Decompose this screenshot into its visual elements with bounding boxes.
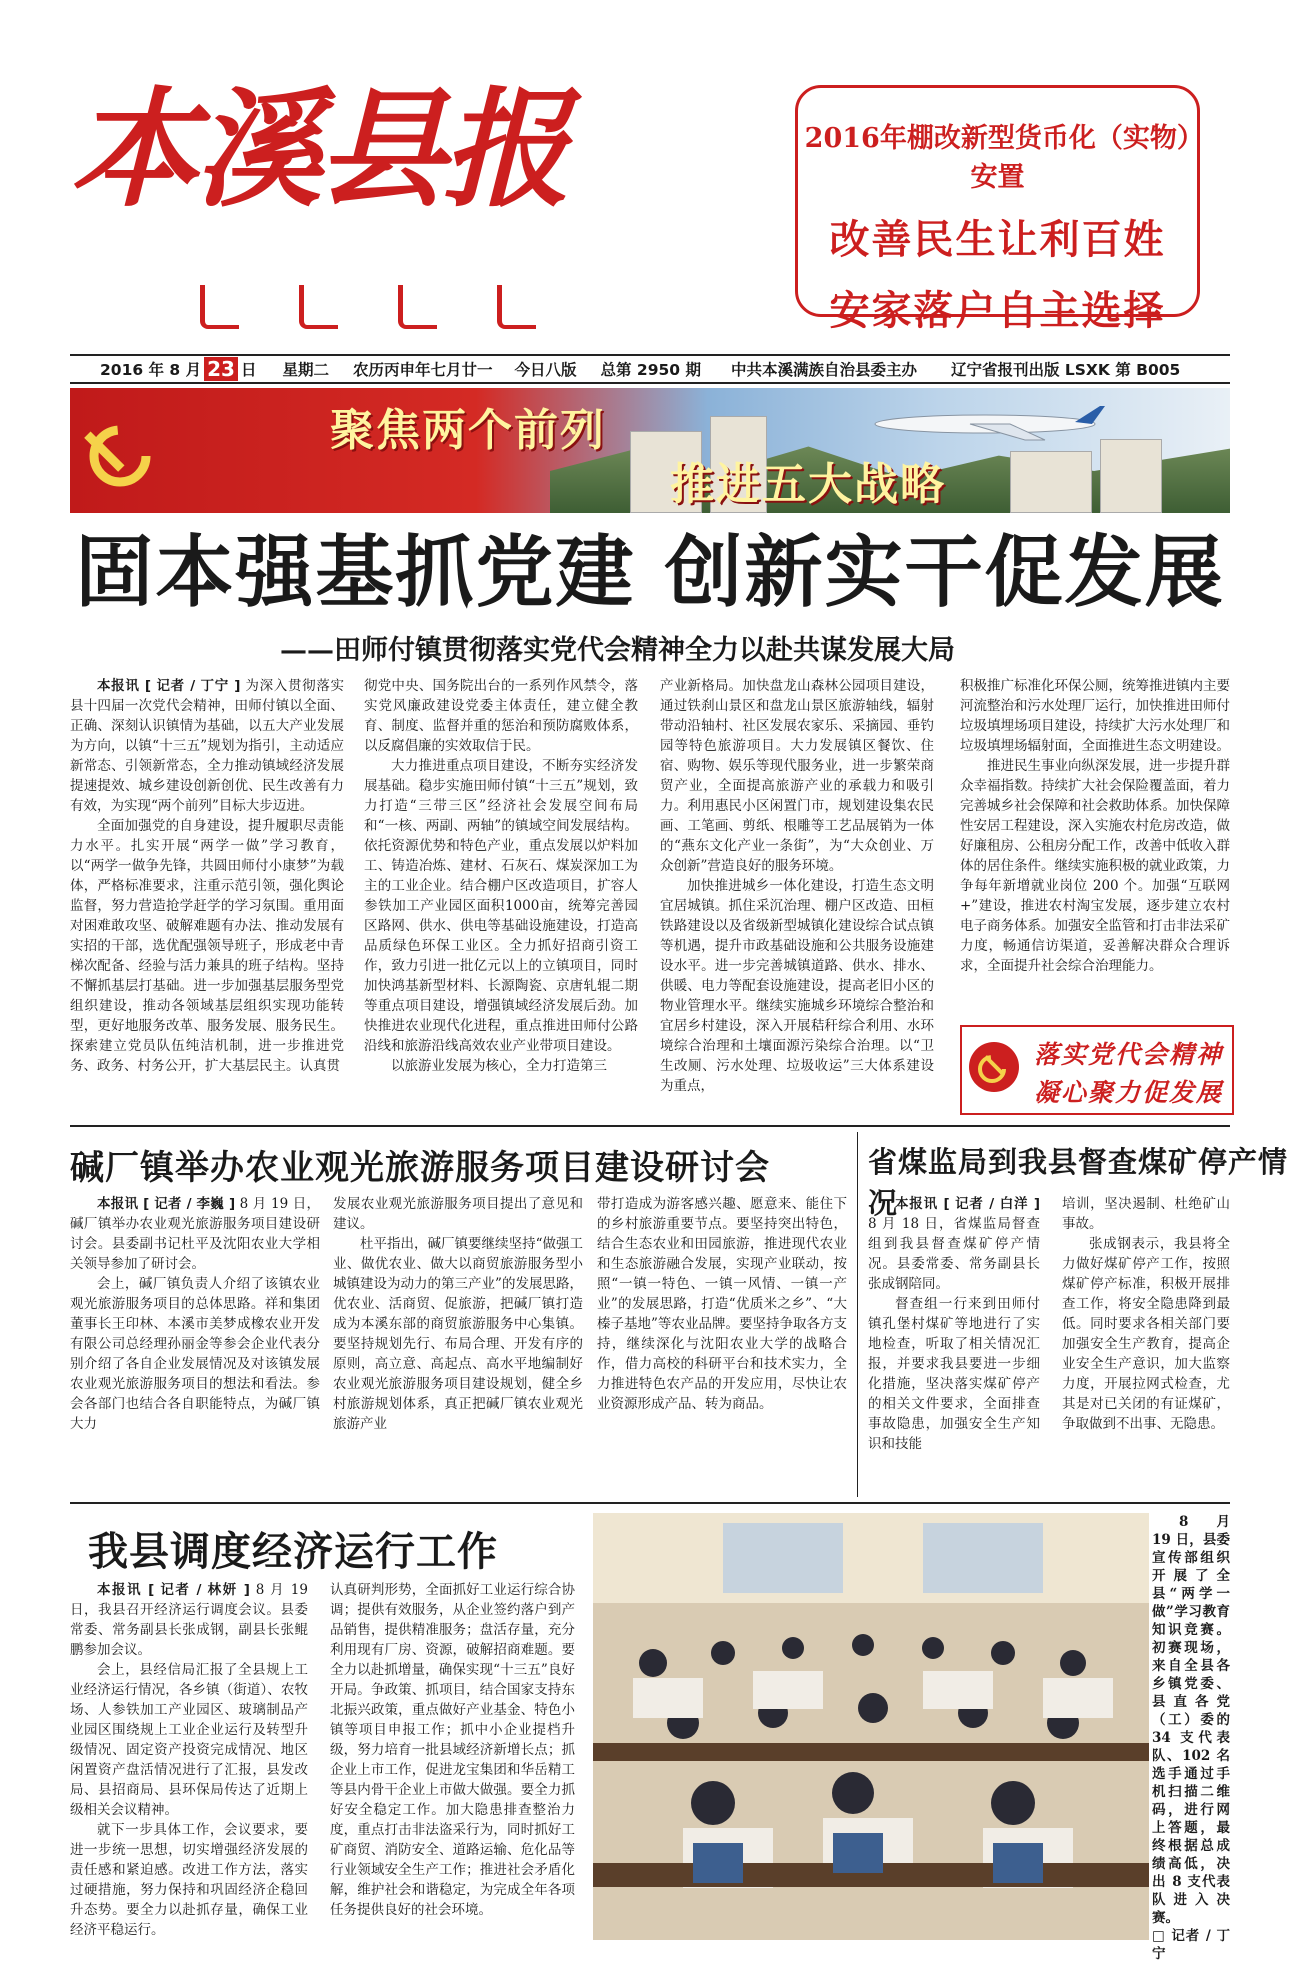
page-count: 今日八版	[514, 361, 577, 379]
mongolian-script-logo	[200, 285, 580, 330]
date-suffix: 日	[240, 361, 257, 379]
section-divider	[70, 1502, 1230, 1504]
story2-headline: 碱厂镇举办农业观光旅游服务项目建设研讨会	[70, 1148, 770, 1188]
date-prefix: 2016 年 8 月	[100, 361, 202, 379]
issue-info-bar	[70, 354, 1230, 384]
banner-line-1: 聚焦两个前列	[330, 405, 606, 456]
banner-line-2: 推进五大战略	[670, 459, 946, 510]
lead-column-2: 彻党中央、国务院出台的一系列作风禁令，落实党风廉政建设党委主体责任，建立健全教育、制度、监督并重的惩治和预防腐败体系，以反腐倡廉的实效取信于民。 大力推进重点项目建设，不断夯实经济发展基础。稳步实施田师付镇“十三五”规划，致力打造“三带三区”经济社会发展空间布局和“一核、两副、两轴”的镇域空间发展结构。依托资源优势和特色产业，重点发展以炉料加工、铸造冶炼、建材、石灰石、煤炭深加工为主的工业企业。结合棚户区改造项目，扩容人参铁加工产业园区面积1000亩，统筹完善园区路网、供水、供电等基础设施建设，打造高品质绿色环保工业区。全力抓好招商引资工作，致力引进一批亿元以上的立镇项目，同时加快鸿基新型材料、长源陶瓷、京唐轧辊二期等重点项目建设，增强镇域经济发展后劲。加快推进农业现代化进程，重点推进田师付公路沿线和旅游沿线高效农业产业带项目建设。 以旅游业发展为核心，全力打造第三	[364, 678, 638, 1074]
hammer-sickle-icon	[70, 388, 200, 513]
column-divider	[857, 1132, 858, 1497]
issue-number: 总第 2950 期	[600, 361, 701, 379]
publisher: 中共本溪满族自治县委主办	[730, 361, 917, 379]
theme-banner	[70, 388, 1230, 513]
photo-caption	[1152, 1513, 1230, 1963]
caption-text: 8 月 19 日，县委宣传部组织开展了全县“两学一做”学习教育知识竞赛。初赛现场，来自全县各乡镇党委、县直各党（工）委的 34 支代表队、102 名选手通过手机扫描二维码，进行网上答题，最终根据总成绩高低，决出 8 支代表队进入决赛。	[1152, 1514, 1230, 1926]
slogan-line-1: 落实党代会精神	[1034, 1040, 1224, 1069]
story2-column-3: 带打造成为游客感兴趣、愿意来、能住下的乡村旅游重要节点。要坚持突出特色，结合生态农业和田园旅游，推进现代农业和生态旅游融合发展，实现产业联动，按照“一镇一特色、一镇一风情、一镇一产业”的发展思路，打造“优质米之乡”、“大榛子基地”等农业品牌。要坚持争取各方支持，继续深化与沈阳农业大学的战略合作，借力高校的科研平台和技术实力，全力推进特色农产品的开发应用，尽快让农业资源形成产品、转为商品。	[597, 1196, 847, 1412]
lead-byline: 本报讯 [ 记者 / 丁宁 ]	[97, 678, 241, 694]
promo-line-2: 改善民生让利百姓	[829, 216, 1166, 263]
story3-headline: 省煤监局到我县督查煤矿停产情况	[868, 1145, 1289, 1220]
promo-line-3: 安家落户自主选择	[829, 287, 1166, 334]
story3-column-1: 本报讯 [ 记者 / 白洋 ] 8 月 18 日，省煤监局督查组到我县督查煤矿停产情况。县委常委、常务副县长张成钢陪同。 督查组一行来到田师付镇孔堡村煤矿等地进行了实地检查，听取了相关情况汇报，并要求我县要进一步细化措施，坚决落实煤矿停产的相关文件要求，全面排查事故隐患，加强安全生产知识和技能	[868, 1196, 1040, 1452]
competition-photo	[593, 1513, 1149, 1940]
day-box: 23	[204, 357, 238, 381]
masthead-logo	[70, 75, 590, 245]
story2-column-2: 发展农业观光旅游服务项目提出了意见和建议。 杜平指出，碱厂镇要继续坚持“做强工业、做优农业、做大以商贸旅游服务型小城镇建设为动力的第三产业”的发展思路，优农业、活商贸、促旅游，把碱厂镇打造成为本溪东部的商贸旅游服务中心集镇。要坚持规划先行、布局合理、开发有序的原则，高立意、高起点、高水平地编制好农业观光旅游服务项目建设规划，健全乡村旅游规划体系，真正把碱厂镇农业观光旅游产业	[333, 1196, 583, 1432]
story4-headline: 我县调度经济运行工作	[88, 1528, 498, 1575]
slogan-box	[960, 1025, 1234, 1115]
weekday: 星期二	[282, 361, 329, 379]
promo-line-1: 2016年棚改新型货币化（实物）安置	[804, 123, 1191, 193]
section-divider	[70, 1125, 1230, 1127]
newspaper-title: 本溪县报	[70, 75, 567, 225]
slogan-line-2: 凝心聚力促发展	[1034, 1078, 1224, 1107]
story4-column-1: 本报讯 [ 记者 / 林妍 ] 8 月 19 日，我县召开经济运行调度会议。县委常委、常务副县长张成钢，副县长张鲲鹏参加会议。 会上，县经信局汇报了全县规上工业经济运行情况，各乡镇（街道）、农牧场、人参铁加工产业园区、玻璃制品产业园区围绕规上工业企业运行及转型升级情况、固定资产投资完成情况、地区闲置资产盘活情况进行了汇报，县发改局、县招商局、县环保局传达了近期上级相关会议精神。 就下一步具体工作，会议要求，要进一步统一思想，切实增强经济发展的责任感和紧迫感。改进工作方法，落实过硬措施，努力保持和巩固经济企稳回升态势。要全力以赴抓存量，确保工业经济平稳运行。	[70, 1582, 308, 1938]
lead-column-3: 产业新格局。加快盘龙山森林公园项目建设，通过铁刹山景区和盘龙山景区旅游轴线，辐射带动沿轴村、社区发展农家乐、采摘园、垂钓园等特色旅游项目。大力发展镇区餐饮、住宿、购物、娱乐等现代服务业，进一步繁荣商贸产业，全面提高旅游产业的承载力和吸引力。利用惠民小区闲置门市，规划建设集农民画、工笔画、剪纸、根雕等工艺品展销为一体的“燕东文化产业一条街”，为“大众创业、万众创新”营造良好的服务环境。 加快推进城乡一体化建设，打造生态文明宜居城镇。抓住采沉治理、棚户区改造、田桓铁路建设以及省级新型城镇化建设综合试点镇等机遇，提升市政基础设施和公共服务设施建设水平。进一步完善城镇道路、供水、排水、供暖、电力等配套设施建设，提高老旧小区的物业管理水平。继续实施城乡环境综合整治和宜居乡村建设，深入开展秸秆综合利用、水环境综合治理和土壤面源污染综合治理。以“卫生改厕、污水处理、垃圾收运”三大体系建设为重点，	[660, 678, 934, 1094]
hammer-sickle-icon	[968, 1041, 1020, 1093]
lead-column-4: 积极推广标准化环保公厕，统筹推进镇内主要河流整治和污水处理厂运行，加快推进田师付垃圾填埋场项目建设，持续扩大污水处理厂和垃圾填埋场辐射面，全面推进生态文明建设。 推进民生事业向纵深发展，进一步提升群众幸福指数。持续扩大社会保险覆盖面，着力完善城乡社会保障和社会救助体系。加快保障性安居工程建设，深入实施农村危房改造，做好廉租房、公租房分配工作，改善中低收入群体的居住条件。继续实施积极的就业政策，力争每年新增就业岗位 200 个。加强“互联网 +”建设，推进农村淘宝发展，逐步建立农村电子商务体系。加强安全监管和打击非法采矿力度，畅通信访渠道，妥善解决群众合理诉求，全面提升社会综合治理能力。	[960, 678, 1230, 974]
story3-column-2: 培训，坚决遏制、杜绝矿山事故。 张成钢表示，我县将全力做好煤矿停产工作，按照煤矿停产标准，积极开展排查工作，将安全隐患降到最低。同时要求各相关部门要加强安全生产教育，提高企业安全生产意识，加大监察力度，开展拉网式检查，尤其是对已关闭的有证煤矿，争取做到不出事、无隐患。	[1062, 1196, 1230, 1432]
lead-column-1: 本报讯 [ 记者 / 丁宁 ] 为深入贯彻落实县十四届一次党代会精神，田师付镇以全面、正确、深刻认识镇情为基础，以五大产业发展为方向，以镇“十三五”规划为指引，主动适应新常态、引领新常态，全力推动镇域经济发展提速提效、城乡建设创新创优、民生改善有力有效，为实现“两个前列”目标大步迈进。 全面加强党的自身建设，提升履职尽责能力水平。扎实开展“两学一做”学习教育，以“两学一做争先锋，共圆田师付小康梦”为载体，严格标准要求，注重示范引领，强化舆论监督，努力营造抢学赶学的学习氛围。重用面对困难敢攻坚、破解难题有办法、推动发展有实招的干部，选优配强领导班子，形成老中青梯次配备、经验与活力兼具的班子结构。坚持不懈抓基层打基础。进一步加强基层服务型党组织建设，推动各领域基层组织实现功能转型，更好地服务改革、服务发展、服务民生。探索建立党员队伍纯洁机制，进一步推进党务、政务、村务公开，扩大基层民主。认真贯	[70, 678, 345, 1074]
caption-credit: □ 记者 / 丁宁	[1152, 1928, 1230, 1962]
license-number: 辽宁省报刊出版 LSXK 第 B005	[950, 361, 1181, 379]
story4-column-2: 认真研判形势，全面抓好工业运行综合协调；提供有效服务，从企业签约落户到产品销售，提供精准服务；盘活存量，充分利用现有厂房、资源，破解招商难题。要全力以赴抓增量，确保实现“十三五”良好开局。争政策、抓项目，结合国家支持东北振兴政策，重点做好产业基金、特色小镇等项目申报工作；抓中小企业提档升级，努力培育一批县域经济新增长点；抓企业上市工作，促进龙宝集团和华岳精工等县内骨干企业上市做大做强。要全力抓好安全稳定工作。加大隐患排查整治力度，重点打击非法盗采行为，同时抓好工矿商贸、消防安全、道路运输、危化品等行业领域安全生产工作；推进社会矛盾化解，维护社会和谐稳定，为完成全年各项任务提供良好的社会环境。	[330, 1582, 575, 1918]
lead-subhead: ——田师付镇贯彻落实党代会精神全力以赴共谋发展大局	[280, 635, 955, 666]
airplane-icon	[860, 402, 1110, 442]
story2-column-1: 本报讯 [ 记者 / 李巍 ] 8 月 19 日，碱厂镇举办农业观光旅游服务项目建设研讨会。县委副书记杜平及沈阳农业大学相关领导参加了研讨会。 会上，碱厂镇负责人介绍了该镇农业观光旅游服务项目的总体思路。祥和集团董事长王印林、本溪市美梦成橡农业开发有限公司总经理孙丽金等参会企业代表分别介绍了各自企业发展情况及对该镇发展农业观光旅游服务项目的想法和看法。参会各部门也结合各自职能特点，为碱厂镇大力	[70, 1196, 320, 1432]
promo-box	[795, 85, 1200, 334]
lunar-date: 农历丙申年七月廿一	[353, 361, 493, 379]
lead-headline: 固本强基抓党建 创新实干促发展	[75, 528, 1225, 618]
